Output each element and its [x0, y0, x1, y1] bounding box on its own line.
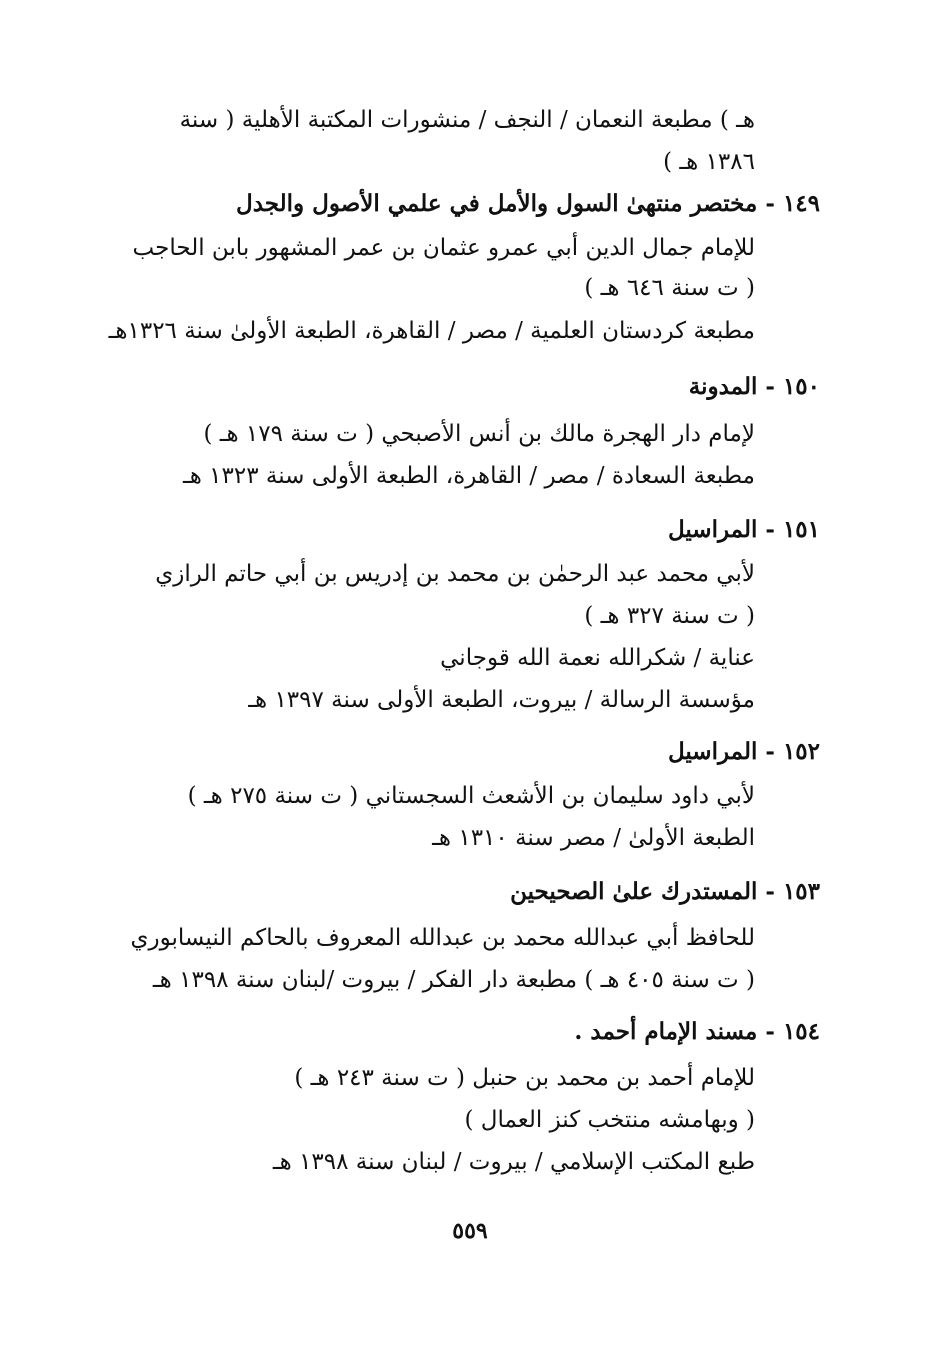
page-number: ٥٥٩ [452, 1218, 488, 1244]
entry-line: ( وبهامشه منتخب كنز العمال ) [464, 1107, 755, 1133]
entry-title: مسند الإمام أحمد . [574, 1018, 758, 1045]
entry-heading [574, 1016, 820, 1048]
entry-heading [668, 736, 820, 768]
entry-line: مؤسسة الرسالة / بيروت، الطبعة الأولى سنة ١٣٩٧ هـ [248, 687, 755, 713]
entry-heading [510, 876, 820, 908]
entry-number: ١٥٠ - [765, 373, 820, 400]
entry-number: ١٥٢ - [765, 738, 820, 765]
entry-title: المراسيل [667, 516, 758, 543]
entry-line: ( ت سنة ٣٢٧ هـ ) [584, 603, 755, 629]
entry-title: المستدرك علىٰ الصحيحين [510, 878, 758, 905]
entry-number: ١٥٣ - [765, 878, 820, 905]
entry-line: لإمام دار الهجرة مالك بن أنس الأصبحي ( ت سنة ١٧٩ هـ ) [203, 421, 755, 447]
entry-heading [668, 514, 820, 546]
entry-line: مطبعة السعادة / مصر / القاهرة، الطبعة الأولى سنة ١٣٢٣ هـ [182, 463, 755, 489]
entry-number: ١٥١ - [765, 516, 820, 543]
entry-title: المدونة [688, 373, 758, 400]
entry-title: المراسيل [667, 738, 758, 765]
entry-line: عناية / شكرالله نعمة الله قوجاني [440, 645, 755, 671]
entry-heading [689, 371, 820, 403]
continuation-line: هـ ) مطبعة النعمان / النجف / منشورات المكتبة الأهلية ( سنة [179, 107, 755, 133]
entry-line: للإمام أحمد بن محمد بن حنبل ( ت سنة ٢٤٣ هـ ) [294, 1065, 755, 1091]
entry-line: طبع المكتب الإسلامي / بيروت / لبنان سنة ١٣٩٨ هـ [272, 1149, 755, 1175]
entry-heading [236, 188, 820, 220]
entry-line: مطبعة كردستان العلمية / مصر / القاهرة، الطبعة الأولىٰ سنة ١٣٢٦هـ [108, 318, 755, 344]
entry-number: ١٥٤ - [765, 1018, 820, 1045]
continuation-line: ١٣٨٦ هـ ) [663, 149, 755, 175]
entry-line: للحافظ أبي عبدالله محمد بن عبدالله المعروف بالحاكم النيسابوري [130, 925, 755, 951]
entry-title: مختصر منتهىٰ السول والأمل في علمي الأصول والجدل [235, 190, 758, 217]
entry-line: للإمام جمال الدين أبي عمرو عثمان بن عمر المشهور بابن الحاجب [132, 235, 755, 261]
entry-number: ١٤٩ - [765, 190, 820, 217]
entry-line: ( ت سنة ٤٠٥ هـ ) مطبعة دار الفكر / بيروت /لبنان سنة ١٣٩٨ هـ [152, 967, 755, 993]
entry-line: لأبي داود سليمان بن الأشعث السجستاني ( ت سنة ٢٧٥ هـ ) [187, 783, 755, 809]
entry-line: لأبي محمد عبد الرحمٰن بن محمد بن إدريس بن أبي حاتم الرازي [155, 561, 755, 587]
entry-line: الطبعة الأولىٰ / مصر سنة ١٣١٠ هـ [432, 825, 755, 851]
entry-line: ( ت سنة ٦٤٦ هـ ) [584, 275, 755, 301]
